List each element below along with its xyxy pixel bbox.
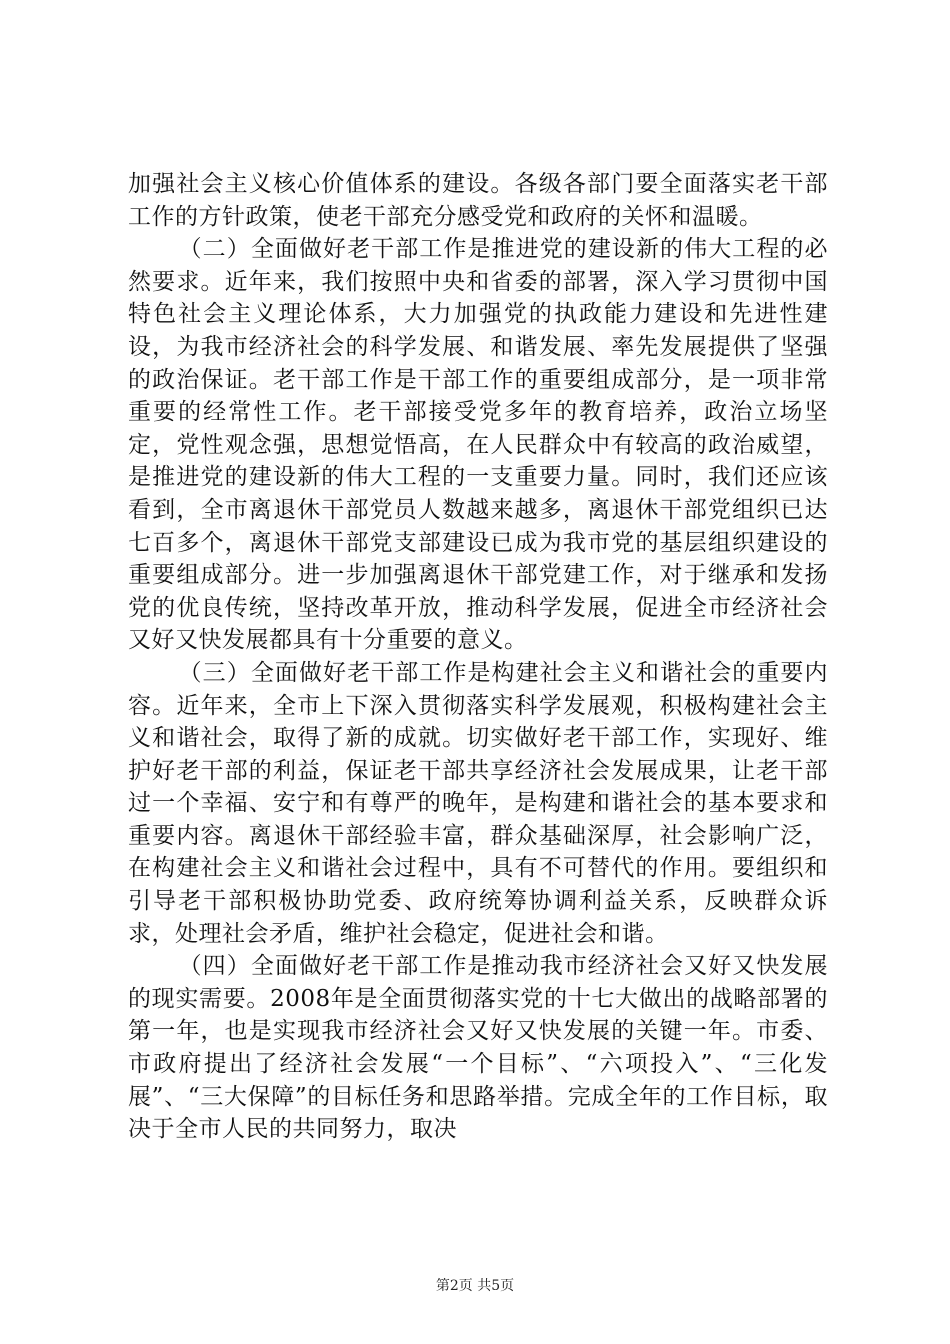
- paragraph-section-4: （四）全面做好老干部工作是推动我市经济社会又好又快发展的现实需要。2008年是全面贯彻落实党的十七大做出的战略部署的第一年，也是实现我市经济社会又好又快发展的关键一年。市委、市政府提出了经济社会发展“一个目标”、“六项投入”、“三化发展”、“三大保障”的目标任务和思路举措。完成全年的工作目标，取决于全市人民的共同努力，取决: [128, 953, 828, 1143]
- document-body: [128, 168, 828, 1146]
- page-footer: 第2页 共5页: [435, 1278, 515, 1294]
- paragraph-continuation: 加强社会主义核心价值体系的建设。各级各部门要全面落实老干部工作的方针政策，使老干部充分感受党和政府的关怀和温暖。: [128, 171, 828, 230]
- paragraph-section-3: （三）全面做好老干部工作是构建社会主义和谐社会的重要内容。近年来，全市上下深入贯彻落实科学发展观，积极构建社会主义和谐社会，取得了新的成就。切实做好老干部工作，实现好、维护好老干部的利益，保证老干部共享经济社会发展成果，让老干部过一个幸福、安宁和有尊严的晚年，是构建和谐社会的基本要求和重要内容。离退休干部经验丰富，群众基础深厚，社会影响广泛，在构建社会主义和谐社会过程中，具有不可替代的作用。要组织和引导老干部积极协助党委、政府统筹协调利益关系，反映群众诉求，处理社会矛盾，维护社会稳定，促进社会和谐。: [128, 659, 828, 947]
- paragraph-section-2: （二）全面做好老干部工作是推进党的建设新的伟大工程的必然要求。近年来，我们按照中央和省委的部署，深入学习贯彻中国特色社会主义理论体系，大力加强党的执政能力建设和先进性建设，为我市经济社会的科学发展、和谐发展、率先发展提供了坚强的政治保证。老干部工作是干部工作的重要组成部分，是一项非常重要的经常性工作。老干部接受党多年的教育培养，政治立场坚定，党性观念强，思想觉悟高，在人民群众中有较高的政治威望，是推进党的建设新的伟大工程的一支重要力量。同时，我们还应该看到，全市离退休干部党员人数越来越多，离退休干部党组织已达七百多个，离退休干部党支部建设已成为我市党的基层组织建设的重要组成部分。进一步加强离退休干部党建工作，对于继承和发扬党的优良传统，坚持改革开放，推动科学发展，促进全市经济社会又好又快发展都具有十分重要的意义。: [128, 236, 828, 654]
